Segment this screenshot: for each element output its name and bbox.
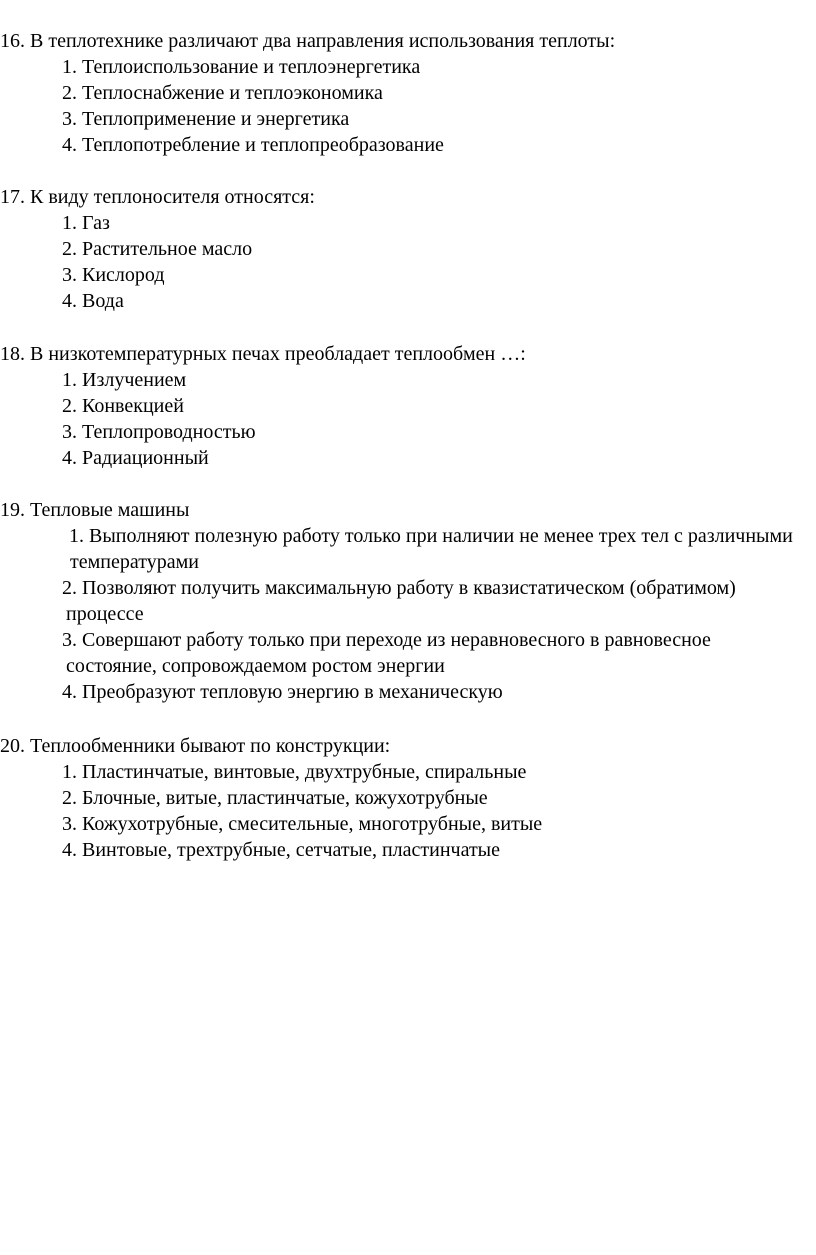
question-text bbox=[0, 184, 816, 210]
answer-option bbox=[0, 262, 816, 288]
option-number: 1. bbox=[62, 369, 77, 391]
option-text: Конвекцией bbox=[82, 395, 184, 417]
question-text bbox=[0, 497, 816, 523]
question-19 bbox=[0, 497, 816, 705]
option-text: Кожухотрубные, смесительные, многотрубные, витые bbox=[82, 813, 543, 835]
option-text: Преобразуют тепловую энергию в механическую bbox=[82, 681, 503, 703]
question-label: В низкотемпературных печах преобладает теплообмен …: bbox=[30, 343, 526, 365]
option-number: 1. bbox=[62, 761, 77, 783]
option-number: 1. bbox=[62, 212, 77, 234]
question-number: 19. bbox=[0, 499, 25, 521]
option-text: Теплоприменение и энергетика bbox=[82, 108, 350, 130]
question-label: К виду теплоносителя относятся: bbox=[30, 186, 315, 208]
question-text bbox=[0, 733, 816, 759]
option-text: Теплопотребление и теплопреобразование bbox=[82, 134, 444, 156]
option-text: Теплоиспользование и теплоэнергетика bbox=[82, 56, 421, 78]
option-text: Выполняют полезную работу только при наличии не менее трех тел с различными температурами bbox=[70, 525, 793, 573]
option-number: 2. bbox=[62, 238, 77, 260]
answer-option bbox=[0, 367, 816, 393]
question-16 bbox=[0, 28, 816, 158]
answer-option bbox=[0, 575, 806, 627]
option-text: Блочные, витые, пластинчатые, кожухотрубные bbox=[82, 787, 488, 809]
option-text: Растительное масло bbox=[82, 238, 253, 260]
answer-option bbox=[0, 393, 816, 419]
question-label: Тепловые машины bbox=[30, 499, 190, 521]
answer-options bbox=[0, 759, 816, 863]
option-text: Теплоснабжение и теплоэкономика bbox=[82, 82, 383, 104]
answer-option bbox=[0, 811, 816, 837]
option-text: Позволяют получить максимальную работу в квазистатическом (обратимом) процессе bbox=[66, 577, 736, 625]
question-label: Теплообменники бывают по конструкции: bbox=[30, 735, 391, 757]
option-number: 1. bbox=[69, 525, 84, 547]
option-number: 2. bbox=[62, 395, 77, 417]
question-number: 17. bbox=[0, 186, 25, 208]
question-17 bbox=[0, 184, 816, 314]
option-text: Теплопроводностью bbox=[82, 421, 256, 443]
answer-options bbox=[0, 523, 816, 705]
option-number: 1. bbox=[62, 56, 77, 78]
answer-option bbox=[0, 837, 816, 863]
option-number: 4. bbox=[62, 447, 77, 469]
answer-option bbox=[0, 210, 816, 236]
option-number: 2. bbox=[62, 577, 77, 599]
question-text bbox=[0, 28, 816, 54]
option-number: 4. bbox=[62, 839, 77, 861]
question-label: В теплотехнике различают два направления использования теплоты: bbox=[30, 30, 616, 52]
answer-option bbox=[0, 54, 816, 80]
option-number: 3. bbox=[62, 108, 77, 130]
option-text: Излучением bbox=[82, 369, 187, 391]
option-number: 3. bbox=[62, 421, 77, 443]
answer-option bbox=[0, 679, 806, 705]
option-number: 3. bbox=[62, 264, 77, 286]
question-18 bbox=[0, 341, 816, 471]
answer-options bbox=[0, 54, 816, 158]
option-number: 3. bbox=[62, 629, 77, 651]
answer-option bbox=[0, 445, 816, 471]
option-text: Вода bbox=[82, 290, 124, 312]
option-number: 4. bbox=[62, 290, 77, 312]
option-text: Кислород bbox=[82, 264, 165, 286]
question-20 bbox=[0, 733, 816, 863]
answer-option bbox=[0, 759, 816, 785]
answer-option bbox=[0, 132, 816, 158]
answer-option bbox=[0, 785, 816, 811]
option-text: Радиационный bbox=[82, 447, 209, 469]
question-number: 16. bbox=[0, 30, 25, 52]
option-text: Винтовые, трехтрубные, сетчатые, пластинчатые bbox=[82, 839, 500, 861]
question-text bbox=[0, 341, 816, 367]
answer-option bbox=[0, 80, 816, 106]
question-number: 18. bbox=[0, 343, 25, 365]
option-text: Совершают работу только при переходе из неравновесного в равновесное состояние, сопровождаемом ростом энергии bbox=[66, 629, 711, 677]
option-text: Газ bbox=[82, 212, 110, 234]
option-number: 4. bbox=[62, 134, 77, 156]
answer-options bbox=[0, 367, 816, 471]
option-number: 3. bbox=[62, 813, 77, 835]
option-number: 2. bbox=[62, 787, 77, 809]
answer-option bbox=[0, 106, 816, 132]
answer-options bbox=[0, 210, 816, 314]
question-number: 20. bbox=[0, 735, 25, 757]
answer-option bbox=[0, 288, 816, 314]
answer-option bbox=[0, 419, 816, 445]
answer-option bbox=[0, 627, 806, 679]
answer-option bbox=[0, 236, 816, 262]
option-text: Пластинчатые, винтовые, двухтрубные, спиральные bbox=[82, 761, 527, 783]
answer-option bbox=[0, 523, 810, 575]
option-number: 2. bbox=[62, 82, 77, 104]
option-number: 4. bbox=[62, 681, 77, 703]
